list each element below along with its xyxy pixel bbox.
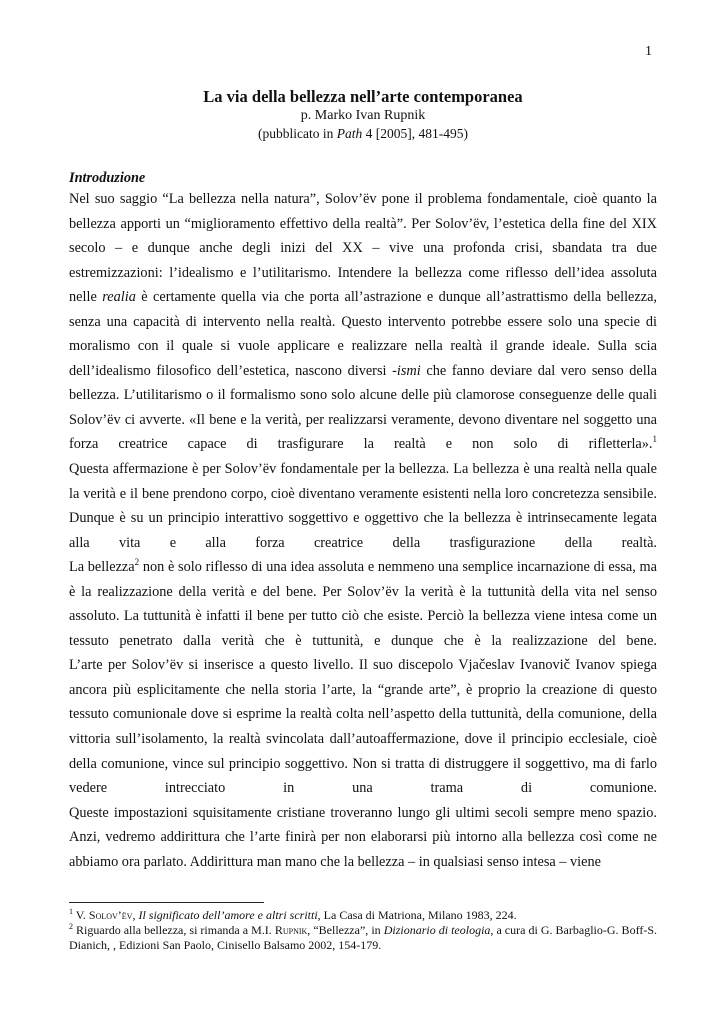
footnote-2-text-a: Riguardo alla bellezza, si rimanda a M.I. — [73, 923, 275, 937]
body-text — [69, 170, 657, 874]
paragraph-1-text-b: è certamente quella via che porta all’astrazione e dunque all’astrattismo della bellezza, senza una capacità di intervento nella realtà. Questo intervento potrebbe essere solo una specie di moralismo con il quale si vuole applicare e realizzare nella realtà il grande ideale. Sulla scia dell’idealismo filosofico dell’estetica, nascono diversi — [69, 289, 658, 379]
footnote-2-title: Dizionario di teologia — [383, 923, 491, 937]
paragraph-1-realia: realia — [102, 289, 136, 306]
footnote-2 — [69, 923, 657, 953]
footnotes — [69, 908, 657, 953]
footnote-1-author: Solov’ëv — [88, 908, 133, 922]
footnote-2-author: Rupnik — [274, 923, 308, 937]
document-title: La via della bellezza nell’arte contemporanea — [203, 87, 523, 106]
footnote-divider — [69, 902, 264, 903]
paragraph-5: Queste impostazioni squisitamente cristiane troveranno lungo gli ultimi secoli sempre meno spazio. Anzi, vedremo addirittura che l’arte finirà per non elaborarsi più intorno alla bellezza così come ne abbiamo ora parlato. Addirittura man mano che la bellezza – in qualsiasi senso intesa – viene — [69, 804, 657, 870]
footnote-1 — [69, 908, 657, 923]
footnote-2-number: 2 — [69, 922, 73, 931]
footnote-1-title: Il significato dell’amore e altri scritti — [138, 908, 318, 922]
paragraph-1-text-c: che fanno deviare dal vero senso della bellezza. L’utilitarismo o il formalismo sono solo alcune delle più clamorose conseguenze delle quali Solov’ëv ci avverte. «Il bene e la verità, per realizzarsi veramente, devono diventare nel soggetto una forza creatrice capace di trasfigurare la realtà e non solo di rifletterla». — [69, 362, 658, 453]
publication-journal: Path — [336, 126, 363, 141]
publication-info — [69, 125, 657, 143]
footnote-1-text-a: V. — [73, 908, 89, 922]
footnote-1-text-b: , La Casa di Matriona, Milano 1983, 224. — [317, 908, 517, 922]
footnote-2-text-c: , a cura di G. Barbaglio-G. Boff-S. Dianich, , Edizioni San Paolo, Cinisello Balsamo 2002, 154-179. — [69, 923, 658, 952]
page-number: 1 — [645, 44, 652, 59]
paragraph-2: Questa affermazione è per Solov’ëv fondamentale per la bellezza. La bellezza è una realtà nella quale la verità e il bene prendono corpo, cioè diventano veramente esistenti nella loro concretezza sensibile. Dunque è su un principio interattivo soggettivo e oggettivo che la bellezza è intrinsecamente legata alla vita e alla forza creatrice della trasfigurazione della realtà. — [69, 461, 657, 551]
paragraph-3-text-b: non è solo riflesso di una idea assoluta e nemmeno una semplice incarnazione di essa, ma è la realizzazione della verità e del bene. Per Solov’ëv la verità è la tuttunità della vita nel senso assoluto. La tuttunità è infatti il bene per tutto ciò che esiste. Perciò la bellezza viene intesa come un tessuto penetrato dalla verità che è tuttunità, e dunque che è la realizzazione del bene. — [69, 559, 657, 649]
paragraph-3 — [69, 555, 657, 653]
paragraph-4: L’arte per Solov’ëv si inserisce a questo livello. Il suo discepolo Vjačeslav Ivanovič Ivanov spiega ancora più esplicitamente che nella storia l’arte, la “grande arte”, è proprio la creazione di questo tessuto comunionale dove si esprime la realtà colta nell’aspetto della tuttunità, della comunione, della vittoria sull’isolamento, la realtà svincolata dall’autoaffermazione, dove il principio ecclesiale, cioè della comunione, vince sul principio soggettivo. Non si tratta di distruggere il soggettivo, ma di farlo vedere intrecciato in una trama di comunione. — [69, 657, 657, 797]
footnote-ref-2[interactable]: 2 — [134, 557, 140, 568]
paragraph-3-text-a: La bellezza — [69, 559, 135, 576]
section-heading: Introduzione — [69, 170, 146, 186]
footnote-ref-1[interactable]: 1 — [652, 434, 657, 445]
document-author: p. Marko Ivan Rupnik — [300, 108, 426, 123]
footnote-1-number: 1 — [69, 907, 73, 916]
footnote-2-text-b: , “Bellezza”, in — [307, 923, 384, 937]
paragraph-1 — [69, 187, 657, 457]
publication-suffix: 4 [2005], 481-495) — [362, 126, 468, 141]
paragraph-1-text-a: Nel suo saggio “La bellezza nella natura”, Solov’ëv pone il problema fondamentale, cioè quanto la bellezza apporti un “miglioramento effettivo della realtà”. Per Solov’ëv, l’estetica della fine del XIX secolo – e dunque anche degli inizi del XX – vive una profonda crisi, sbandata tra due estremizzazioni: l’idealismo e l’utilitarismo. Intendere la bellezza come riflesso dell’idea assoluta nelle — [69, 191, 657, 306]
document-header — [69, 86, 657, 143]
footnote-1-sep: , — [132, 908, 139, 922]
paragraph-1-ismi: -ismi — [392, 362, 421, 379]
publication-prefix: (pubblicato in — [258, 126, 337, 141]
